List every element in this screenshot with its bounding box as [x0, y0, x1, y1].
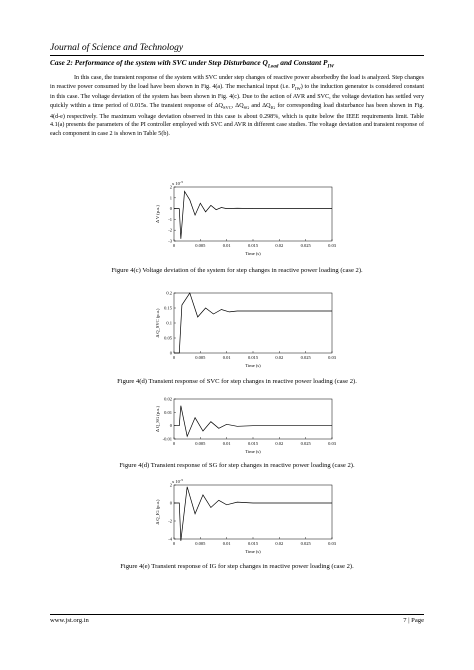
x-axis-label: Time (s)	[245, 363, 261, 368]
y-tick-label: -2	[168, 518, 172, 524]
x-tick-label: 0.005	[195, 243, 206, 248]
y-tick-label: -0.01	[162, 436, 172, 442]
section-title: Case 2: Performance of the system with SVC under Step Disturbance Q	[50, 58, 268, 67]
series-line	[174, 293, 332, 353]
y-tick-label: 0.05	[164, 335, 172, 341]
x-axis-label: Time (s)	[245, 549, 261, 554]
axis-exponent-power: -3	[179, 180, 183, 184]
y-tick-label: 0.1	[166, 320, 172, 326]
y-axis-label: Δ Q_SVC (p.u.)	[155, 308, 160, 338]
x-tick-label: 0.015	[247, 441, 259, 446]
body-sub-iw: IW	[294, 85, 301, 91]
section-heading	[50, 58, 424, 69]
body-part-5: for corresponding load disturbance has been shown in Fig. 4(d-e) respectively. The maximum voltage deviation observed in this case is about 0.298%, which is quite below the IEEE requirements limit. Table 4.1(a) presents the parameters of the PI controller employed with SVC and AVR in different case studies. The voltage deviation and transient response of each component in case 2 is shown in Table 5(b).	[50, 103, 424, 137]
y-tick-label: 0.2	[166, 290, 172, 296]
figure-4c-caption: Figure 4(c) Voltage deviation of the system for step changes in reactive power loading (case 2).	[111, 267, 363, 274]
x-tick-label: 0	[172, 243, 176, 248]
y-tick-label: 0.15	[164, 305, 172, 311]
x-tick-label: 0.01	[222, 541, 231, 546]
y-tick-label: 0	[169, 500, 172, 506]
x-axis-label: Time (s)	[245, 251, 261, 256]
body-sub-ig: IG	[270, 105, 276, 111]
x-tick-label: 0.03	[328, 541, 336, 546]
y-tick-label: 0.02	[164, 396, 172, 402]
series-line	[174, 487, 332, 541]
body-part-2: ) to the induction generator is considered constant in this case. The voltage deviation of the system has been shown in Fig. 4(c). Due to the action of AVR and SVC, the voltage deviation has settled very quickly within a time period of 0.015s. The transient response of ΔQ	[50, 83, 425, 109]
y-tick-label: 2	[169, 184, 172, 190]
x-tick-label: 0.015	[247, 541, 259, 546]
plot-frame	[174, 187, 332, 241]
body-sub-svc: SVC	[222, 105, 232, 111]
x-tick-label: 0.005	[195, 541, 206, 546]
figure-4d-svc-chart	[148, 284, 338, 370]
y-tick-label: 0	[169, 350, 172, 356]
figure-4d-svc-caption: Figure 4(d) Transient response of SVC for step changes in reactive power loading (case 2).	[117, 378, 357, 385]
x-tick-label: 0	[172, 541, 176, 546]
series-line	[174, 191, 332, 239]
y-tick-label: 0	[169, 423, 172, 429]
journal-title: Journal of Science and Technology	[50, 43, 184, 53]
body-paragraph	[50, 74, 424, 139]
section-sub-iw: IW	[327, 64, 334, 70]
x-tick-label: 0.02	[275, 243, 284, 248]
figure-4e-caption: Figure 4(e) Transient response of IG for step changes in reactive power loading (case 2).	[120, 563, 354, 570]
y-tick-label: 0.01	[164, 409, 172, 415]
y-tick-label: 1	[169, 195, 172, 201]
footer-website: www.jst.org.in	[50, 617, 89, 624]
body-part-4: and ΔQ	[249, 103, 271, 109]
x-tick-label: 0.02	[275, 355, 284, 360]
x-tick-label: 0.005	[195, 441, 206, 446]
figure-4c-chart	[148, 178, 338, 258]
x-tick-label: 0.025	[300, 441, 311, 446]
plot-frame	[174, 399, 332, 439]
footer-page-number: 7 | Page	[403, 617, 424, 624]
figure-4d-sg-chart	[148, 390, 338, 456]
x-tick-label: 0.025	[300, 243, 311, 248]
y-tick-label: -3	[168, 238, 172, 244]
x-tick-label: 0.025	[300, 355, 311, 360]
x-tick-label: 0.015	[247, 243, 259, 248]
body-sub-sg: SG	[243, 105, 250, 111]
x-tick-label: 0.005	[195, 355, 206, 360]
footer-rule	[50, 614, 424, 615]
x-tick-label: 0.01	[222, 441, 231, 446]
section-sub-load: Load	[267, 64, 279, 70]
y-tick-label: 0	[169, 206, 172, 212]
y-axis-label: Δ Q_IG (p.u.)	[155, 499, 160, 525]
y-axis-label: Δ V (p.u.)	[155, 205, 160, 223]
section-mid: and Constant P	[278, 58, 328, 67]
body-part-1: In this case, the transient response of the system with SVC under step changes of reactive power absorbedby the load is analyzed. Step changes in reactive power consumed by the load have been shown in Fig. 4(a). The mechanical input (i.e. P	[50, 75, 424, 90]
x-tick-label: 0.03	[328, 355, 336, 360]
y-axis-label: Δ Q_SG (p.u.)	[155, 406, 160, 432]
axis-exponent-power: -3	[179, 478, 183, 482]
x-tick-label: 0	[172, 355, 176, 360]
figure-4d-sg-caption: Figure 4(d) Transient response of SG for step changes in reactive power loading (case 2).	[119, 462, 355, 469]
x-tick-label: 0.03	[328, 441, 336, 446]
y-tick-label: -4	[168, 536, 172, 542]
x-axis-label: Time (s)	[245, 449, 261, 454]
x-tick-label: 0.01	[222, 355, 231, 360]
axis-exponent-label: x $10^{-3}$	[172, 478, 183, 484]
x-tick-label: 0.015	[247, 355, 259, 360]
plot-frame	[174, 485, 332, 539]
y-tick-label: -1	[168, 216, 172, 222]
series-line	[174, 406, 332, 437]
x-tick-label: 0.02	[275, 441, 284, 446]
x-tick-label: 0.01	[222, 243, 231, 248]
header-rule	[50, 55, 424, 56]
x-tick-label: 0	[172, 441, 176, 446]
figure-4e-chart	[148, 476, 338, 556]
y-tick-label: -2	[168, 227, 172, 233]
plot-frame	[174, 293, 332, 353]
x-tick-label: 0.025	[300, 541, 311, 546]
body-part-3: , ΔQ	[231, 103, 244, 109]
y-tick-label: 2	[169, 482, 172, 488]
axis-exponent-label: x $10^{-3}$	[172, 180, 183, 186]
x-tick-label: 0.03	[328, 243, 336, 248]
x-tick-label: 0.02	[275, 541, 284, 546]
